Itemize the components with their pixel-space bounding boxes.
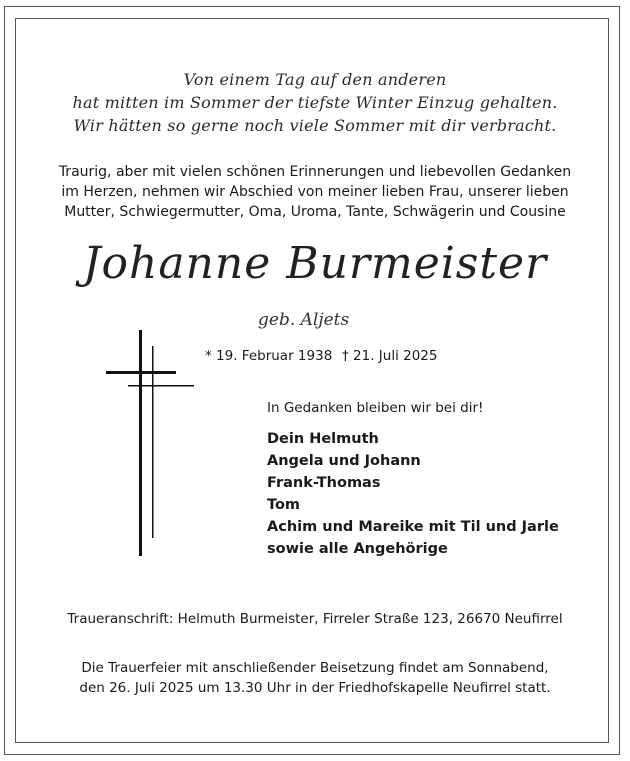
mourner-item: Dein Helmuth (267, 431, 379, 447)
mourning-address: Traueranschrift: Helmuth Burmeister, Firreler Straße 123, 26670 Neufirrel (67, 611, 563, 627)
mourner-item: Angela und Johann (267, 453, 421, 469)
maiden-name: geb. Aljets (258, 310, 350, 330)
poem (0, 68, 630, 137)
cross-icon (100, 328, 200, 558)
mourner-item: Frank-Thomas (267, 475, 381, 491)
poem-line-3: Wir hätten so gerne noch viele Sommer mit dir verbracht. (73, 116, 557, 135)
intro-text (0, 162, 630, 222)
poem-line-2: hat mitten im Sommer der tiefste Winter Einzug gehalten. (72, 93, 558, 112)
poem-line-1: Von einem Tag auf den anderen (183, 70, 447, 89)
funeral-line-2: den 26. Juli 2025 um 13.30 Uhr in der Friedhofskapelle Neufirrel statt. (79, 680, 551, 696)
mourner-item: Achim und Mareike mit Til und Jarle (267, 519, 559, 535)
funeral-line-1: Die Trauerfeier mit anschließender Beisetzung findet am Sonnabend, (81, 660, 549, 676)
intro-line-3: Mutter, Schwiegermutter, Oma, Uroma, Tante, Schwägerin und Cousine (64, 204, 566, 220)
mourner-item: sowie alle Angehörige (267, 541, 448, 557)
deceased-name: Johanne Burmeister (82, 238, 548, 289)
intro-line-1: Traurig, aber mit vielen schönen Erinnerungen und liebevollen Gedanken (58, 164, 572, 180)
death-date: † 21. Juli 2025 (342, 348, 438, 364)
thoughts-line: In Gedanken bleiben wir bei dir! (267, 400, 484, 416)
funeral-info (0, 658, 630, 698)
mourners-list (267, 428, 559, 560)
mourner-item: Tom (267, 497, 301, 513)
intro-line-2: im Herzen, nehmen wir Abschied von meiner lieben Frau, unserer lieben (61, 184, 569, 200)
birth-date: * 19. Februar 1938 (205, 348, 333, 364)
